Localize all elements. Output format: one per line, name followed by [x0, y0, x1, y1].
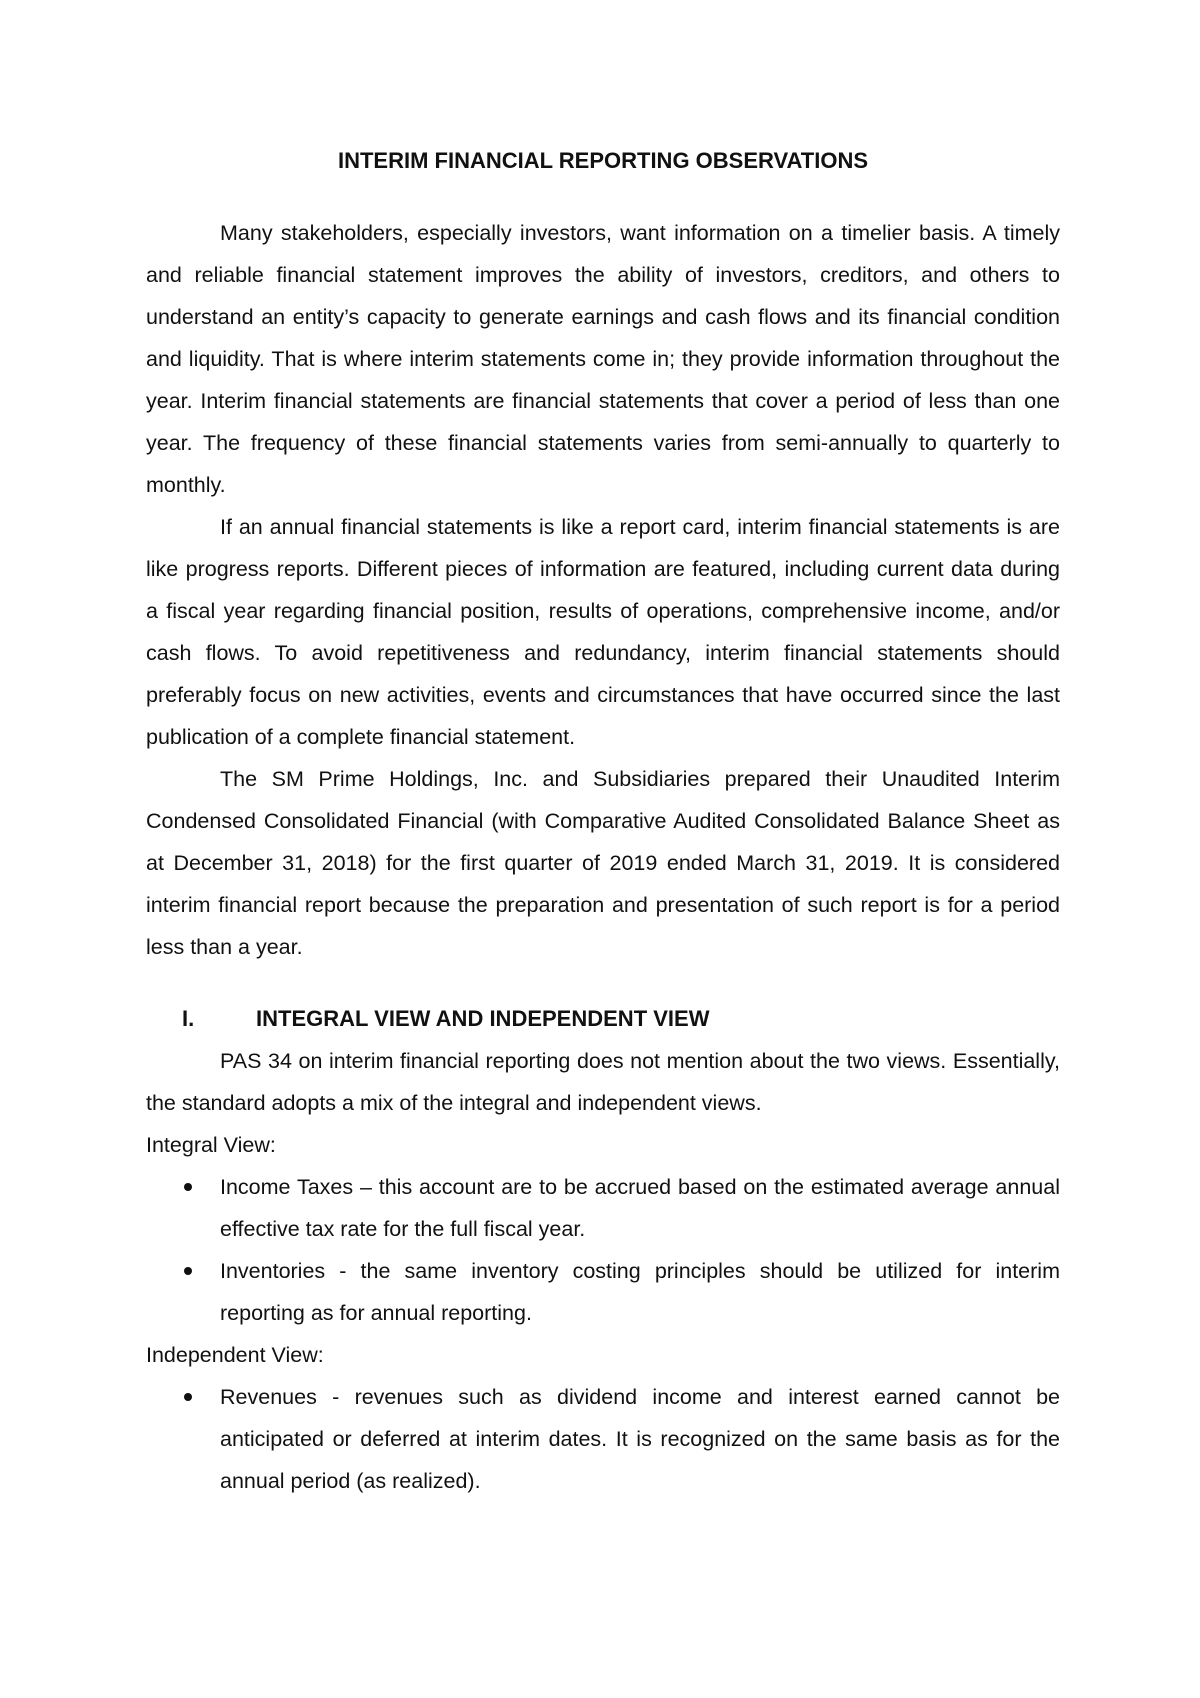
independent-view-list	[146, 1376, 1060, 1502]
section-paragraph: PAS 34 on interim financial reporting does not mention about the two views. Essentially, the standard adopts a mix of the integral and independent views.	[146, 1049, 1060, 1115]
list-item	[146, 1166, 1060, 1250]
intro-paragraph-1: Many stakeholders, especially investors, want information on a timelier basis. A timely and reliable financial statement improves the ability of investors, creditors, and others to understand an entity’s capacity to generate earnings and cash flows and its financial condition and liquidity. That is where interim statements come in; they provide information throughout the year. Interim financial statements are financial statements that cover a period of less than one year. The frequency of these financial statements varies from semi-annually to quarterly to monthly.	[146, 221, 1060, 497]
list-item-text: Inventories - the same inventory costing principles should be utilized for interim reporting as for annual reporting.	[220, 1259, 1060, 1325]
section-title: INTEGRAL VIEW AND INDEPENDENT VIEW	[256, 1006, 710, 1031]
section-spacer	[146, 968, 1060, 998]
section-number: I.	[182, 1006, 195, 1031]
list-item-text: Revenues - revenues such as dividend income and interest earned cannot be anticipated or deferred at interim dates. It is recognized on the same basis as for the annual period (as realized).	[220, 1385, 1060, 1493]
list-item	[146, 1250, 1060, 1334]
integral-view-list	[146, 1166, 1060, 1334]
bullet-icon	[184, 1267, 192, 1275]
bullet-icon	[184, 1393, 192, 1401]
list-item	[146, 1376, 1060, 1502]
integral-view-label: Integral View:	[146, 1133, 276, 1157]
document-title: INTERIM FINANCIAL REPORTING OBSERVATIONS	[337, 148, 869, 173]
bullet-icon	[184, 1183, 192, 1191]
independent-view-label: Independent View:	[146, 1343, 324, 1367]
document-page	[146, 140, 1060, 1502]
intro-paragraph-3: The SM Prime Holdings, Inc. and Subsidiaries prepared their Unaudited Interim Condensed Consolidated Financial (with Comparative Audited Consolidated Balance Sheet as at December 31, 2018) for the first quarter of 2019 ended March 31, 2019. It is considered interim financial report because the preparation and presentation of such report is for a period less than a year.	[146, 767, 1060, 959]
intro-paragraph-2: If an annual financial statements is like a report card, interim financial statements is are like progress reports. Different pieces of information are featured, including current data during a fiscal year regarding financial position, results of operations, comprehensive income, and/or cash flows. To avoid repetitiveness and redundancy, interim financial statements should preferably focus on new activities, events and circumstances that have occurred since the last publication of a complete financial statement.	[146, 515, 1060, 749]
list-item-text: Income Taxes – this account are to be accrued based on the estimated average annual effective tax rate for the full fiscal year.	[220, 1175, 1060, 1241]
section-heading	[146, 998, 1060, 1040]
